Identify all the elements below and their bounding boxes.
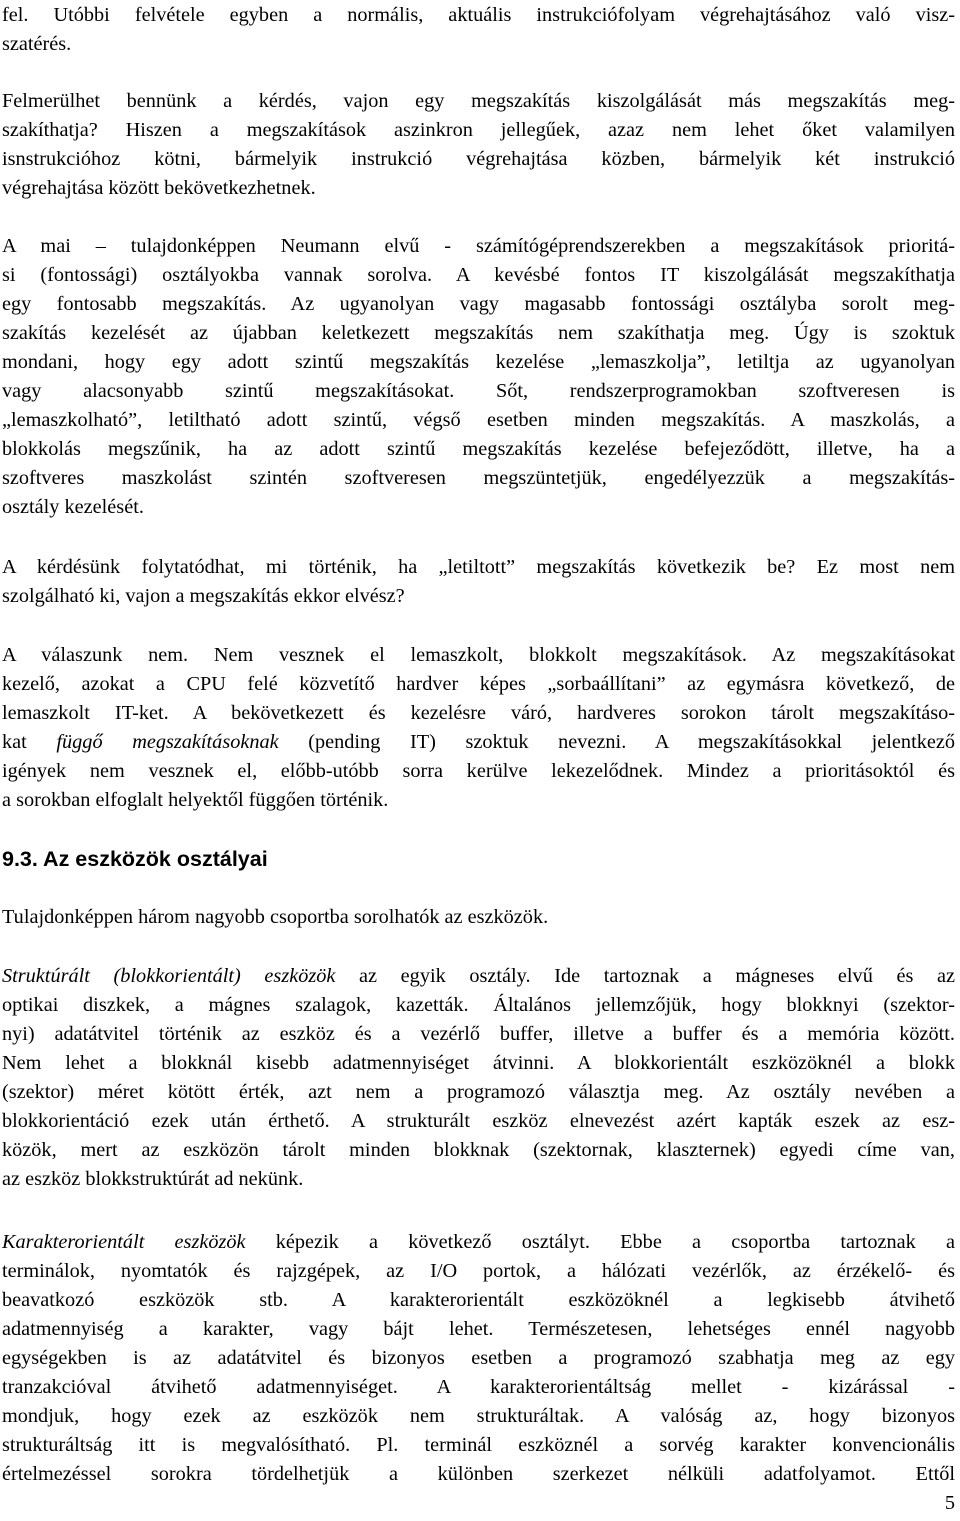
emphasis-term: függő megszakításoknak [56,731,279,753]
text-line: blokkorientáció ezek után érthető. A strukturált eszköz elnevezést azért kapták eszek az esz- [2,1110,955,1132]
text-line: strukturáltság itt is megvalósítható. Pl. terminál eszköznél a sorvég karakter konvencionális [2,1434,955,1456]
emphasis-term: Struktúrált (blokkorientált) eszközök [2,965,336,987]
text-line: tranzakcióval átvihető adatmennyiséget. A karakterorientáltság mellet - kizárással - [2,1376,955,1398]
text-line: isnstrukcióhoz kötni, bármelyik instrukció végrehajtása közben, bármelyik két instrukció [2,148,955,170]
text-line: „lemaszkolható”, letiltható adott szintű, végső esetben minden megszakítás. A maszkolás, a [2,409,955,431]
text-run: képezik a következő osztályt. Ebbe a csoportba tartoznak a [245,1231,955,1253]
text-line: szatérés. [2,33,72,55]
section-heading: 9.3. Az eszközök osztályai [2,847,268,871]
text-line: szakíthatja? Hiszen a megszakítások aszinkron jellegűek, azaz nem lehet őket valamilyen [2,119,955,141]
text-line: értelmezéssel sorokra tördelhetjük a különben szerkezet nélküli adatfolyamot. Ettől [2,1463,955,1485]
text-line: beavatkozó eszközök stb. A karakterorientált eszközöknél a legkisebb átvihető [2,1289,955,1311]
text-line: (szektor) méret kötött érték, azt nem a programozó választja meg. Az osztály nevében a [2,1081,955,1103]
text-line: kezelő, azokat a CPU felé közvetítő hardver képes „sorbaállítani” az egymásra következő, de [2,673,955,695]
text-line: szolgálható ki, vajon a megszakítás ekkor elvész? [2,585,405,607]
text-run: (pending IT) szoktuk nevezni. A megszakításokkal jelentkező [278,731,955,753]
text-line: közök, mert az eszközön tárolt minden blokknak (szektornak, klaszternek) egyedi címe van, [2,1139,955,1161]
text-line [2,1228,955,1257]
text-line: lemaszkolt IT-ket. A bekövetkezett és kezelésre váró, hardveres sorokon tárolt megszakításo- [2,702,955,724]
text-line: szoftveres maszkolást szintén szoftveresen megszüntetjük, engedélyezzük a megszakítás- [2,467,955,489]
text-line [2,728,955,757]
text-line [2,962,955,991]
text-line: vagy alacsonyabb szintű megszakításokat. Sőt, rendszerprogramokban szoftveresen is [2,380,955,402]
text-line: A mai – tulajdonképpen Neumann elvű - számítógéprendszerekben a megszakítások prioritá- [2,235,955,257]
text-line: blokkolás megszűnik, ha az adott szintű megszakítás kezelése befejeződött, illetve, ha a [2,438,955,460]
text-line: adatmennyiség a karakter, vagy bájt lehet. Természetesen, lehetséges ennél nagyobb [2,1318,955,1340]
text-run: az egyik osztály. Ide tartoznak a mágneses elvű és az [335,965,955,987]
page-number: 5 [944,1492,955,1514]
text-line: egységekben is az adatátvitel és bizonyos esetben a programozó szabhatja meg az egy [2,1347,955,1369]
text-line: egy fontosabb megszakítás. Az ugyanolyan vagy magasabb fontossági osztályba sorolt meg- [2,293,955,315]
text-line: Tulajdonképpen három nagyobb csoportba sorolhatók az eszközök. [2,906,549,928]
text-run: kat [2,731,57,753]
text-line: optikai diszkek, a mágnes szalagok, kazetták. Általános jellemzőjük, hogy blokknyi (szektor- [2,994,955,1016]
text-line: mondjuk, hogy ezek az eszközök nem strukturáltak. A valóság az, hogy bizonyos [2,1405,955,1427]
text-line: végrehajtása között bekövetkezhetnek. [2,177,316,199]
emphasis-term: Karakterorientált eszközök [2,1231,246,1253]
text-line: mondani, hogy egy adott szintű megszakítás kezelése „lemaszkolja”, letiltja az ugyanolyan [2,351,955,373]
text-line: terminálok, nyomtatók és rajzgépek, az I/O portok, a hálózati vezérlők, az érzékelő- és [2,1260,955,1282]
text-line: A válaszunk nem. Nem vesznek el lemaszkolt, blokkolt megszakítások. Az megszakításokat [2,644,955,666]
text-line: igények nem vesznek el, előbb-utóbb sorra kerülve lekezelődnek. Mindez a prioritásoktól és [2,760,955,782]
text-line: osztály kezelését. [2,496,144,518]
text-line: nyi) adatátvitel történik az eszköz és a vezérlő buffer, illetve a buffer és a memória között. [2,1023,955,1045]
text-line: fel. Utóbbi felvétele egyben a normális, aktuális instrukciófolyam végrehajtásához való visz- [2,4,955,26]
text-line: Nem lehet a blokknál kisebb adatmennyiséget átvinni. A blokkorientált eszközöknél a blokk [2,1052,955,1074]
text-line: szakítás kezelését az újabban keletkezett megszakítás nem szakíthatja meg. Úgy is szoktuk [2,322,955,344]
text-line: A kérdésünk folytatódhat, mi történik, ha „letiltott” megszakítás következik be? Ez most nem [2,556,955,578]
text-line: a sorokban elfoglalt helyektől függően történik. [2,789,389,811]
text-line: az eszköz blokkstruktúrát ad nekünk. [2,1168,304,1190]
text-line: Felmerülhet bennünk a kérdés, vajon egy megszakítás kiszolgálását más megszakítás meg- [2,90,955,112]
text-line: si (fontossági) osztályokba vannak sorolva. A kevésbé fontos IT kiszolgálását megszakíthatja [2,264,955,286]
